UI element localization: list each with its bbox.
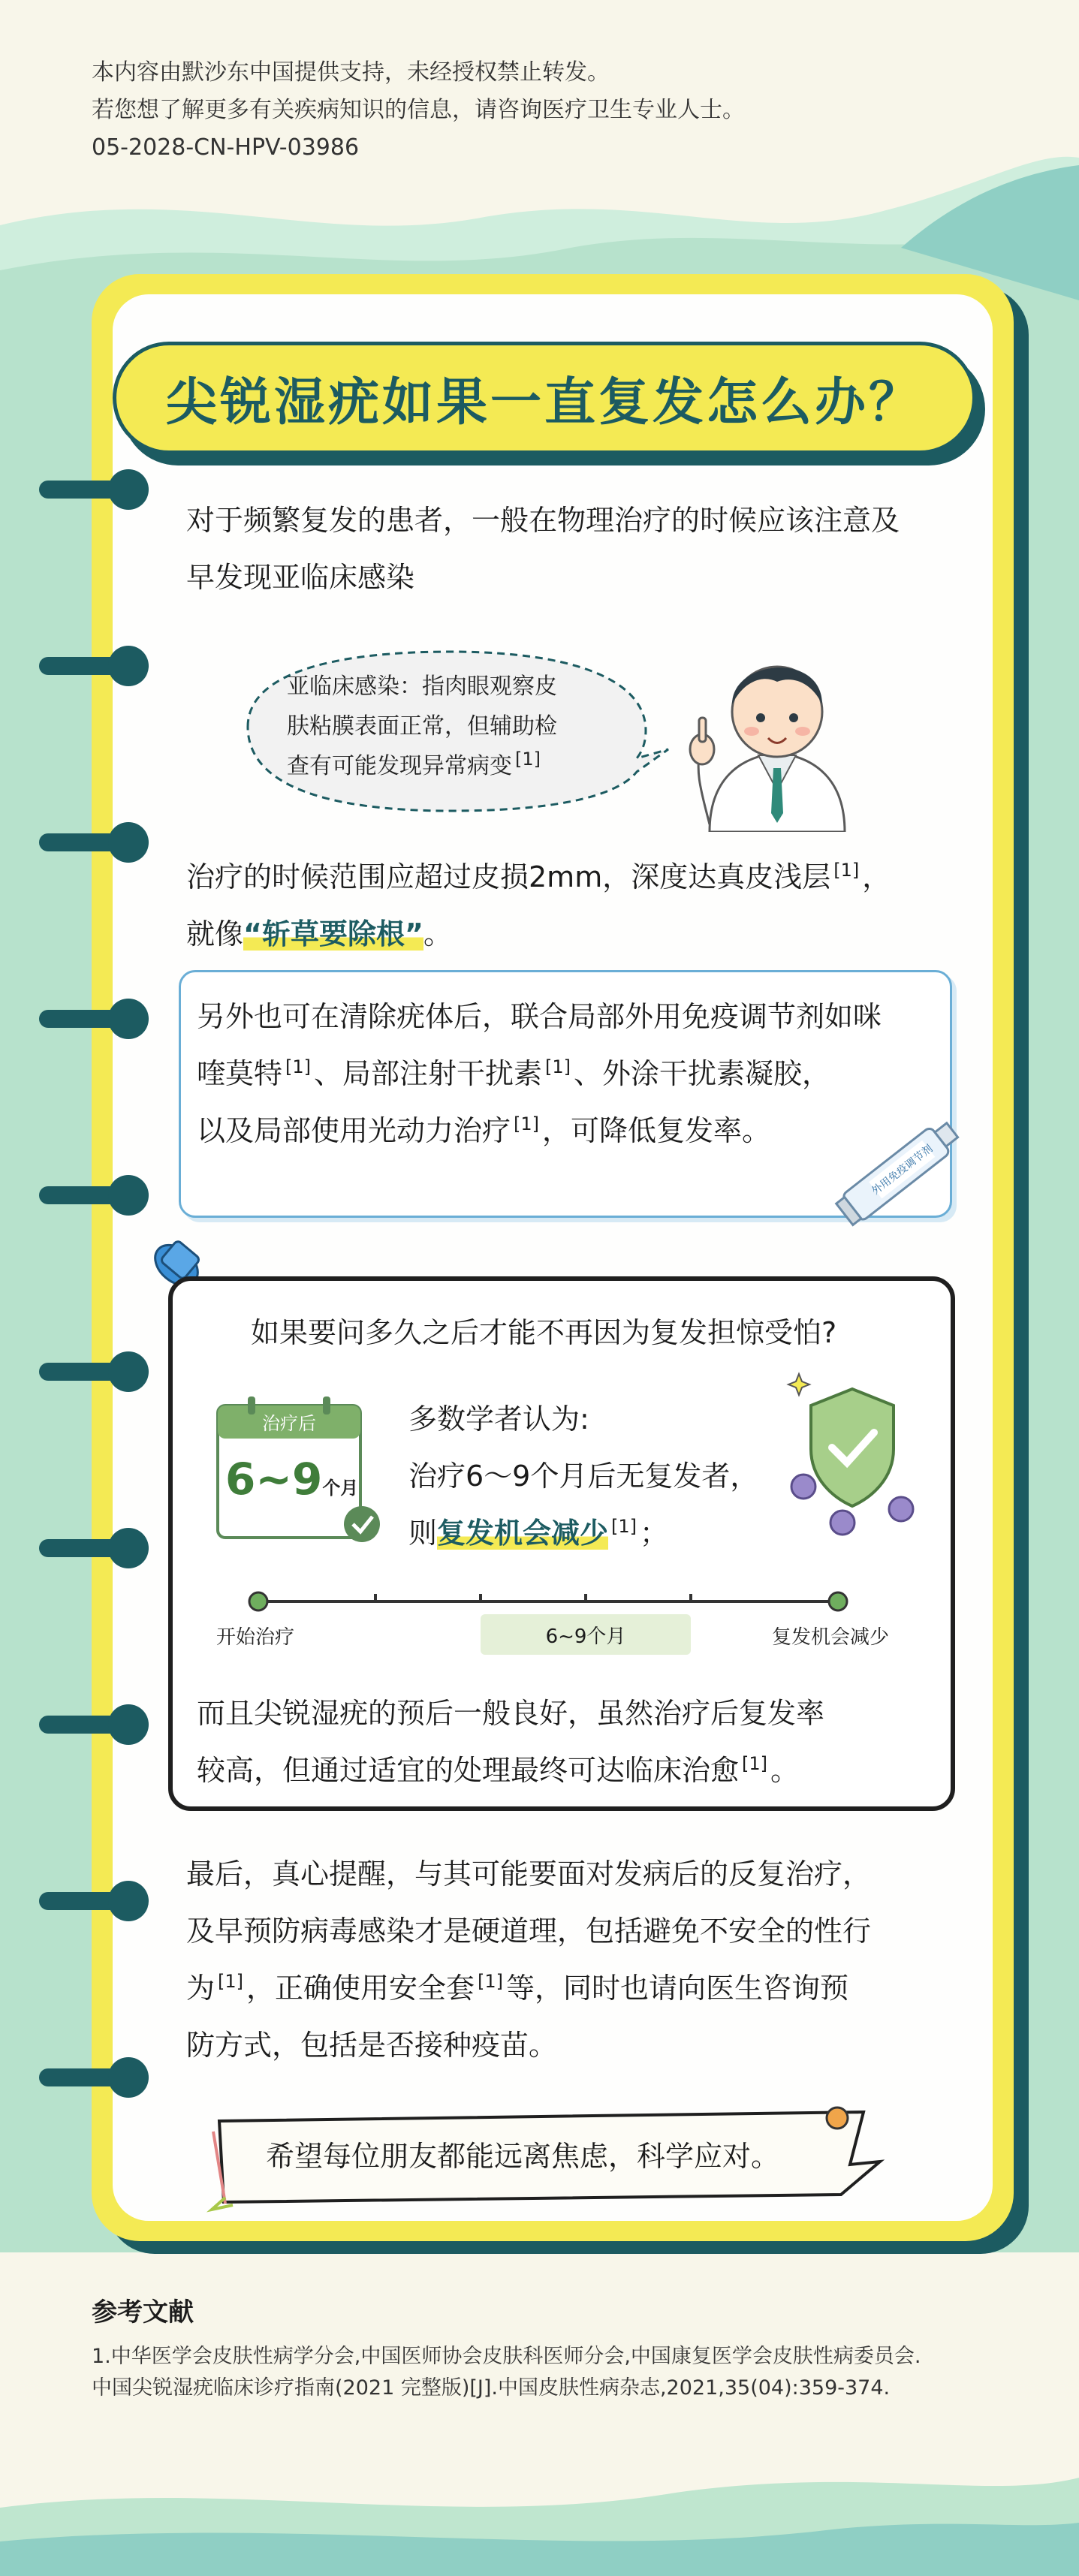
- calendar-header: 治疗后: [262, 1413, 316, 1434]
- calendar-unit: 个月: [322, 1478, 359, 1499]
- scholar-line-2: 治疗6～9个月后无复发者，: [408, 1460, 759, 1493]
- treatment-line-2-pre: 就像: [186, 917, 244, 951]
- binder-ring: [39, 1704, 144, 1745]
- references-list: [92, 2341, 921, 2404]
- citation: [1]: [742, 1753, 768, 1775]
- prognosis-line-2: 较高，但通过适宜的处理最终可达临床治愈: [197, 1754, 740, 1787]
- citation: [1]: [611, 1516, 637, 1538]
- timeline-end-label: 复发机会减少: [772, 1626, 890, 1649]
- final-line-2: 及早预防病毒感染才是硬道理，包括避免不安全的性行: [186, 1915, 872, 1948]
- bubble-line-2: 肤粘膜表面正常，但辅助检: [287, 713, 557, 740]
- calendar-value: 6~9: [225, 1454, 323, 1505]
- citation: [1]: [514, 1113, 540, 1135]
- citation: [1]: [515, 749, 541, 770]
- combo-line-1: 另外也可在清除疣体后，联合局部外用免疫调节剂如咪: [197, 1000, 882, 1033]
- page-title: 尖锐湿疣如果一直复发怎么办？: [165, 372, 923, 432]
- disclaimer-line-1: 本内容由默沙东中国提供支持，未经授权禁止转发。: [92, 59, 610, 86]
- citation: [1]: [545, 1056, 571, 1078]
- final-line-4: 防方式，包括是否接种疫苗。: [186, 2029, 558, 2062]
- final-line-3c: 等，同时也请向医生咨询预: [506, 1972, 849, 2005]
- final-line-1: 最后，真心提醒，与其可能要面对发病后的反复治疗，: [186, 1857, 872, 1891]
- binder-ring: [39, 999, 144, 1039]
- treatment-line-1-end: ，: [862, 860, 891, 893]
- reference-line-2: 中国尖锐湿疣临床诊疗指南(2021 完整版)[J].中国皮肤性病杂志,2021,35(04):359-374.: [92, 2376, 891, 2400]
- final-line-3b: ，正确使用安全套: [246, 1972, 475, 2005]
- calendar-graphic: [215, 1395, 365, 1538]
- highlight-phrase: 复发机会减少: [437, 1517, 609, 1550]
- bubble-line-1: 亚临床感染：指肉眼观察皮: [287, 673, 557, 700]
- treatment-line-2-post: 。: [423, 917, 452, 951]
- disclaimer-code: 05-2028-CN-HPV-03986: [92, 134, 360, 161]
- disclaimer-line-2: 若您想了解更多有关疾病知识的信息，请咨询医疗卫生专业人士。: [92, 97, 745, 123]
- citation: [1]: [285, 1056, 312, 1078]
- binder-ring: [39, 1351, 144, 1392]
- duration-question: 如果要问多久之后才能不再因为复发担惊受怕?: [251, 1316, 837, 1349]
- citation: [1]: [478, 1971, 504, 1993]
- prognosis-line-1: 而且尖锐湿疣的预后一般良好，虽然治疗后复发率: [197, 1697, 825, 1730]
- binder-ring: [39, 2057, 144, 2098]
- timeline-start-label: 开始治疗: [216, 1626, 295, 1649]
- disclaimer: [92, 54, 745, 167]
- combo-line-2b: 、局部注射干扰素: [314, 1057, 543, 1090]
- scholar-line-3-pre: 则: [408, 1517, 438, 1550]
- intro-paragraph: [186, 492, 900, 606]
- final-line-3a: 为: [186, 1972, 215, 2005]
- treatment-paragraph: [186, 848, 891, 963]
- prognosis-paragraph: [197, 1685, 824, 1799]
- bubble-line-3: 查有可能发现异常病变: [287, 753, 512, 779]
- doctor-illustration: [680, 629, 875, 832]
- binder-ring: [39, 646, 144, 686]
- binder-ring: [39, 1528, 144, 1568]
- timeline-mid-label: 6~9个月: [481, 1614, 691, 1655]
- treatment-line-1: 治疗的时候范围应超过皮损2mm，深度达真皮浅层: [186, 860, 831, 893]
- citation: [1]: [218, 1971, 244, 1993]
- binder-ring: [39, 469, 144, 510]
- references-title: 参考文献: [92, 2297, 194, 2327]
- binder-ring: [39, 1881, 144, 1921]
- timeline: [248, 1590, 848, 1613]
- combo-line-2c: 、外涂干扰素凝胶，: [574, 1057, 831, 1090]
- shield-virus-illustration: [781, 1359, 924, 1539]
- citation: [1]: [833, 860, 860, 881]
- ointment-tube-icon: [815, 1101, 987, 1236]
- final-paragraph: [186, 1845, 871, 2074]
- scholar-line-1: 多数学者认为:: [408, 1402, 589, 1436]
- tube-label: 外用免疫调节剂: [870, 1142, 936, 1198]
- binder-ring: [39, 1175, 144, 1216]
- binder-ring: [39, 822, 144, 863]
- title-banner: [113, 342, 976, 454]
- highlight-phrase: “斩草要除根”: [243, 917, 423, 951]
- bubble-text: [287, 667, 557, 786]
- combo-paragraph: [197, 988, 882, 1159]
- scholar-text: [408, 1390, 758, 1562]
- combo-line-2a: 喹莫特: [197, 1057, 283, 1090]
- scholar-line-3-post: ；: [640, 1517, 669, 1550]
- combo-line-3a: 以及局部使用光动力治疗: [197, 1114, 511, 1147]
- intro-line-2: 早发现亚临床感染: [186, 561, 415, 594]
- reference-line-1: 1.中华医学会皮肤性病学分会,中国医师协会皮肤科医师分会,中国康复医学会皮肤性病委员会.: [92, 2345, 921, 2368]
- combo-line-3b: ，可降低复发率。: [542, 1114, 771, 1147]
- prognosis-end: 。: [770, 1754, 800, 1787]
- intro-line-1: 对于频繁复发的患者，一般在物理治疗的时候应该注意及: [186, 504, 900, 537]
- closing-message: 希望每位朋友都能远离焦虑，科学应对。: [266, 2140, 780, 2173]
